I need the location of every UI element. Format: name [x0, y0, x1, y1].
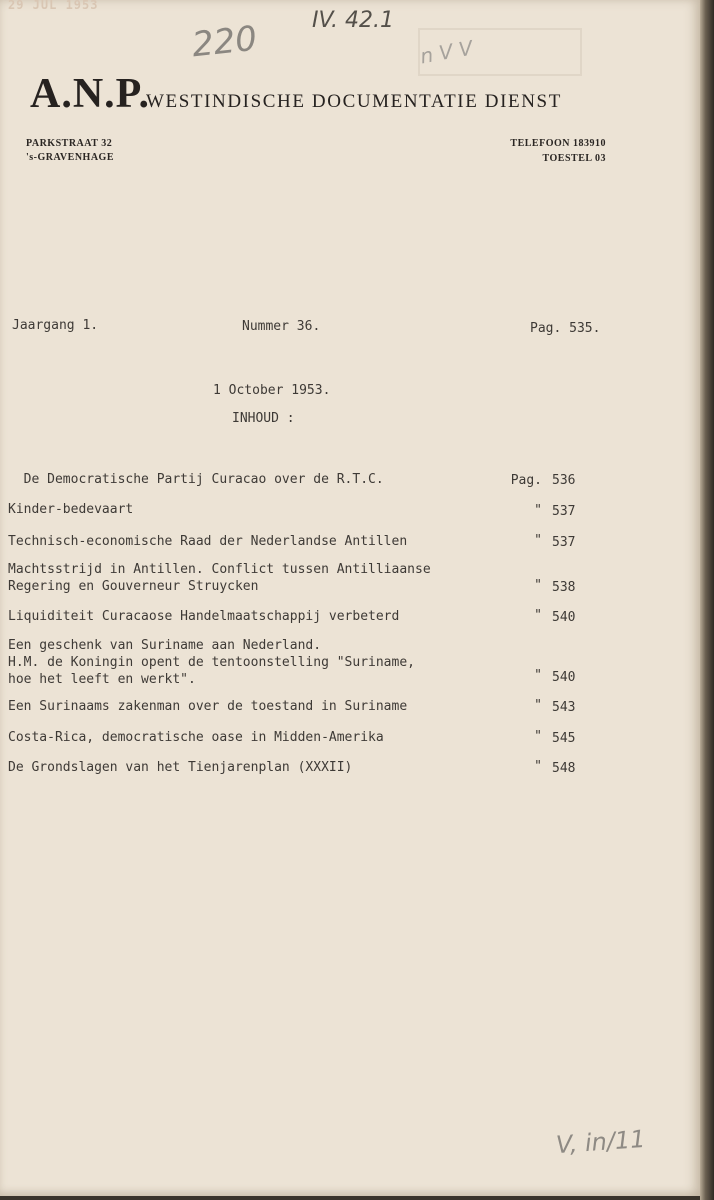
toc-entry-label: " — [534, 759, 542, 774]
toc-entry-label: " — [534, 578, 542, 593]
binding-edge — [700, 0, 714, 1200]
handwritten-initials: V, in/11 — [555, 1124, 647, 1160]
address-street: PARKSTRAAT 32 — [26, 138, 113, 149]
toc-entry-page: 540 — [552, 610, 576, 625]
received-date-stamp: 29 JUL 1953 — [8, 0, 99, 12]
address-city: 's-GRAVENHAGE — [26, 152, 114, 163]
issue-number: Nummer 36. — [242, 319, 321, 334]
toc-entry-label: " — [534, 698, 542, 713]
toc-entry-page: 545 — [552, 731, 576, 746]
toc-entry-title: Technisch-economische Raad der Nederlandse Antillen — [8, 534, 408, 549]
volume-label: Jaargang 1. — [12, 318, 99, 333]
handwritten-reference: IV. 42.1 — [312, 8, 394, 33]
toc-entry-page: 536 — [552, 473, 576, 488]
toc-entry-label: Pag. — [510, 473, 542, 488]
toc-entry-title: Machtsstrijd in Antillen. Conflict tussen Antilliaanse Regering en Gouverneur Struycken — [8, 562, 431, 594]
toc-entry-label: " — [534, 608, 542, 623]
toc-entry-page: 538 — [552, 580, 576, 595]
toc-entry-label: " — [534, 503, 542, 518]
page-number: Pag. 535. — [530, 321, 601, 336]
toc-entry-title: Liquiditeit Curacaose Handelmaatschappij verbeterd — [8, 609, 400, 624]
toc-entry-label: " — [534, 533, 542, 548]
service-name: WESTINDISCHE DOCUMENTATIE DIENST — [146, 91, 562, 112]
contents-heading: INHOUD : — [232, 411, 295, 426]
issue-date: 1 October 1953. — [213, 383, 331, 398]
handwritten-mark: n V V — [418, 35, 475, 69]
toc-entry-title: Een Surinaams zakenman over de toestand in Suriname — [8, 699, 408, 714]
toc-entry-page: 537 — [552, 504, 576, 519]
toc-entry-title: Costa-Rica, democratische oase in Midden-Amerika — [8, 730, 384, 745]
handwritten-number: 220 — [190, 18, 259, 66]
toc-entry-label: " — [534, 729, 542, 744]
phone-extension: TOESTEL 03 — [542, 153, 606, 164]
phone-number: TELEFOON 183910 — [510, 138, 606, 149]
toc-entry-title: Een geschenk van Suriname aan Nederland. H.M. de Koningin opent de tentoonstelling "Suriname, hoe het leeft en werkt". — [8, 638, 415, 687]
toc-entry-page: 543 — [552, 700, 576, 715]
toc-entry-page: 540 — [552, 670, 576, 685]
toc-entry-label: " — [534, 668, 542, 683]
toc-entry-page: 548 — [552, 761, 576, 776]
toc-entry-title: Kinder-bedevaart — [8, 502, 134, 517]
anp-logo: A.N.P. — [30, 71, 150, 117]
toc-entry-page: 537 — [552, 535, 576, 550]
toc-entry-title: De Grondslagen van het Tienjarenplan (XXXII) — [8, 760, 353, 775]
toc-entry-title: De Democratische Partij Curacao over de R.T.C. — [8, 472, 384, 487]
